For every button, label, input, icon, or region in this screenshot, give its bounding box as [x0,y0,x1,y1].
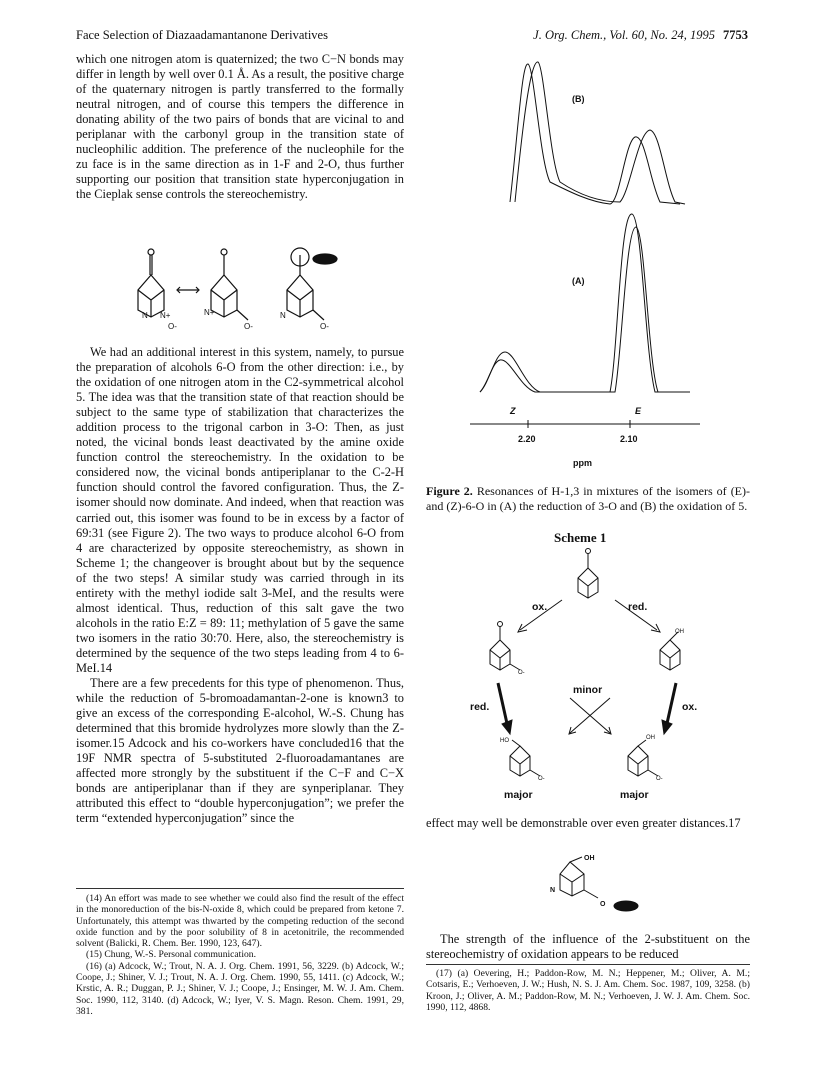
label-z-isomer: Z [510,406,516,416]
arrow-ox-down [666,683,676,728]
label-ominus-2: O- [244,322,253,331]
paragraph-oxidation: We had an additional interest in this system, namely, to pursue the preparation of alcohols 6-O from the other direction: i.e., by the oxidation of one nitrogen atom in the C2-symmetrical alcohol 5. The idea was that the transition state of that reaction should be subject to the same type of stabilization that characterizes the addition process to the trigonal carbon in 3-O: Then, as just noted, the vicinal bonds least deactivated by the amine oxide function control the stereochemistry. In the oxidation to be considered now, the vicinal bonds antiperiplanar to the C-2-H function should control the favored configuration. Thus, the Z-isomer should now dominate. And indeed, when that reaction was carried out, this isomer was found to be in excess by a factor of 69:31 (see Figure 2). The two ways to produce alcohol 6-O from 4 are characterized by opposite stereochemistry, as shown in Scheme 1; the changeover is brought about but by the sequence of the two steps! A similar study was carried through in its entirety with the methyl iodide salt 3-MeI, and the results were almost identical. Thus, reduction of this salt gave the two alcohols in the ratio E:Z = 89: 11; methylation of 5 gave the same two isomers in the ratio 30:70. Here, also, the stereochemistry is determined by the sequence of the two steps leading from 4 to 6-MeI.14 [76,345,404,675]
resonance-structures-figure [120,245,350,335]
label-o-3o: O- [518,670,525,676]
trace-b-2 [515,62,685,204]
scheme-1-title: Scheme 1 [554,530,607,545]
extended-structure-figure [540,852,650,917]
label-major-right: major [620,789,649,801]
label-o-right: O- [656,776,663,782]
right-column-para-1 [426,816,750,831]
tick-label-2-20: 2.20 [518,434,536,444]
label-red-left: red. [470,701,490,713]
label-trace-a: (A) [572,276,585,286]
footnote-17: (17) (a) Oevering, H.; Paddon-Row, M. N.; Heppener, M.; Oliver, A. M.; Cotsaris, E.; Verhoeven, J. W.; Hush, N. S. J. Am. Chem. Soc. 1987, 109, 3258. (b) Kroon, J.; Oliver, A. M.; Paddon-Row, M. N.; Verhoeven, J. W. J. Am. Chem. Soc. 1990, 112, 4868. [426,968,750,1013]
journal-citation: J. Org. Chem., Vol. 60, No. 24, 1995 [533,28,715,42]
paragraph-strength: The strength of the influence of the 2-substituent on the stereochemistry of oxidation appears to be reduced [426,932,750,962]
footnote-rule-right [426,964,750,965]
footnote-14: (14) An effort was made to see whether we could also find the result of the effect in the monoreduction of the bis-N-oxide 8, which could be prepared from ketone 7. Unfortunately, this attempt was thwarted by the competing reduction of the second oxide function and by the poor solubility of 8 in acetonitrile, the recommended solvent (Balicki, R. Chem. Ber. 1990, 123, 647). [76,893,404,950]
tick-label-2-10: 2.10 [620,434,638,444]
label-major-left: major [504,789,533,801]
label-minor: minor [573,684,603,696]
label-n-1: N [142,311,148,320]
left-column-main [76,345,404,827]
arrow-red-down [498,683,508,728]
label-ox-right: ox. [682,701,698,713]
figure-2-nmr-spectra [470,52,740,472]
figure-2-caption-body: Resonances of H-1,3 in mixtures of the isomers of (E)- and (Z)-6-O in (A) the reduction of 3-O and (B) the oxidation of 5. [426,484,751,513]
label-n-small: N [550,887,556,894]
page-number: 7753 [723,28,748,42]
label-red-top: red. [628,601,648,613]
trace-a-2 [480,227,690,392]
scheme-1-diagram [470,548,710,803]
figure-2-caption [426,484,750,513]
label-e-isomer: E [635,406,642,416]
left-column-top [76,52,404,202]
footnotes-right [426,968,750,1013]
label-nplus-1: N+ [160,311,171,320]
footnotes-left [76,893,404,1017]
running-header-title: Face Selection of Diazaadamantanone Derivatives [76,28,328,42]
label-ox-top: ox. [532,601,548,613]
trace-a-1 [480,214,690,392]
label-n-3: N [280,311,286,320]
label-oh-product: OH [646,735,655,741]
footnote-rule-left [76,888,404,889]
running-header-journal [533,28,748,43]
label-o-small: O [600,901,606,908]
axis-unit-ppm: ppm [573,458,592,468]
paragraph-effect: effect may well be demonstrable over even greater distances.17 [426,816,741,830]
paragraph-precedents: There are a few precedents for this type of phenomenon. Thus, while the reduction of 5-bromoadamantan-2-one is known3 to give an excess of the corresponding E-alcohol, W.-S. Chung has determined that this bromide hydrolyzes more slowly than the Z-isomer.15 Adcock and his co-workers have concluded16 that the 19F NMR spectra of 5-substituted 2-fluoroadamantanes are affected more strongly by the substituent if the C−F and C−X bonds are antiperiplanar than if they are synperiplanar. They attributed this effect to “double hyperconjugation”; we prefer the term “extended hyperconjugation” since the [76,676,404,826]
label-ho-product: HO [500,738,509,744]
footnote-16: (16) (a) Adcock, W.; Trout, N. A. J. Org. Chem. 1991, 56, 3229. (b) Adcock, W.; Coope, J.; Shiner, V. J.; Trout, N. A. J. Org. Chem. 1990, 55, 1411. (c) Adcock, W.; Krstic, A. R.; Duggan, P. J.; Shiner, V. J.; Coope, J.; Ensinger, M. W. J. Am. Chem. Soc. 1990, 112, 3140. (d) Adcock, W.; Iyer, V. S. Magn. Reson. Chem. 1991, 29, 381. [76,960,404,1017]
right-column-para-2 [426,932,750,962]
label-trace-b: (B) [572,94,585,104]
label-o-left: O- [538,776,545,782]
label-oh-small: OH [584,855,595,862]
label-ominus-1: O- [168,322,177,331]
figure-2-caption-head: Figure 2. [426,484,473,498]
label-nplus-2: N+ [204,308,215,317]
label-oh-5: OH [675,629,684,635]
paragraph-hyperconjugation: which one nitrogen atom is quaternized; the two C−N bonds may differ in length by well over 0.1 Å. As a result, the positive charge of the quaternary nitrogen is partly transferred to the formally neutral nitrogen, and of course this tempers the difference in donating ability of the two pairs of bonds that are vicinal to and periplanar with the carbonyl group in the transition state of nucleophilic addition. The preference of the nucleophile for the zu face is in the same direction as in 1-F and 2-O, thus further supporting our position that transition state hyperconjugation in the Cieplak sense controls the stereochemistry. [76,52,404,202]
label-ominus-3: O- [320,322,329,331]
footnote-15: (15) Chung, W.-S. Personal communication. [86,949,257,961]
